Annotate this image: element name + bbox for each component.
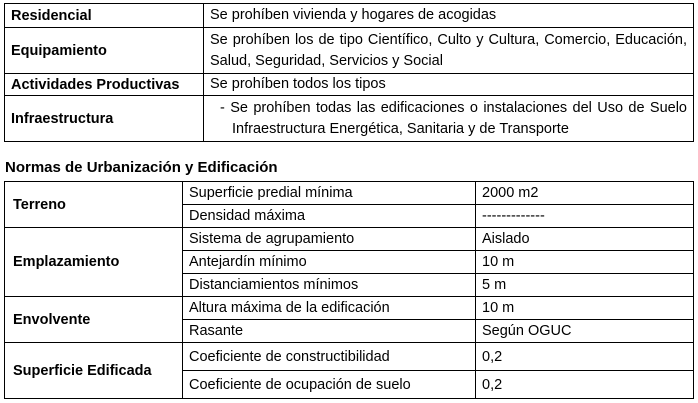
use-description: Se prohíben vivienda y hogares de acogidas: [204, 4, 694, 28]
group-label: Superficie Edificada: [5, 343, 183, 399]
use-description-cell: [204, 96, 694, 142]
norm-value: 2000 m2: [476, 182, 694, 205]
use-description: Se prohíben los de tipo Científico, Culto y Cultura, Comercio, Educación, Salud, Seguridad, Servicios y Social: [204, 28, 694, 74]
norm-label: Rasante: [183, 320, 476, 343]
use-category: Equipamiento: [5, 28, 204, 74]
section-title: Normas de Urbanización y Edificación: [5, 159, 278, 176]
bullet-item: [218, 98, 687, 140]
table-row: [5, 28, 694, 74]
use-category: Residencial: [5, 4, 204, 28]
table-row: [5, 343, 694, 371]
use-category: Infraestructura: [5, 96, 204, 142]
group-label: Emplazamiento: [5, 228, 183, 297]
norm-value: Aislado: [476, 228, 694, 251]
norm-label: Distanciamientos mínimos: [183, 274, 476, 297]
norm-label: Superficie predial mínima: [183, 182, 476, 205]
group-label: Terreno: [5, 182, 183, 228]
norm-label: Altura máxima de la edificación: [183, 297, 476, 320]
group-label: Envolvente: [5, 297, 183, 343]
use-description: Se prohíben todas las edificaciones o instalaciones del Uso de Suelo Infraestructura Energética, Sanitaria y de Transporte: [230, 99, 687, 137]
norms-table: [4, 181, 694, 399]
norm-value: -------------: [476, 205, 694, 228]
table-row: [5, 74, 694, 96]
norm-value: 0,2: [476, 343, 694, 371]
table-row: [5, 297, 694, 320]
use-description: Se prohíben todos los tipos: [204, 74, 694, 96]
norm-value: 0,2: [476, 371, 694, 399]
norm-value: 10 m: [476, 297, 694, 320]
table-row: [5, 228, 694, 251]
norm-value: 10 m: [476, 251, 694, 274]
norm-label: Densidad máxima: [183, 205, 476, 228]
table-row: [5, 182, 694, 205]
norm-value: 5 m: [476, 274, 694, 297]
norm-label: Coeficiente de ocupación de suelo: [183, 371, 476, 399]
table-row: [5, 4, 694, 28]
norm-value: Según OGUC: [476, 320, 694, 343]
table-row: [5, 96, 694, 142]
norm-label: Sistema de agrupamiento: [183, 228, 476, 251]
norm-label: Antejardín mínimo: [183, 251, 476, 274]
land-use-table: [4, 3, 694, 142]
use-category: Actividades Productivas: [5, 74, 204, 96]
bullet-dash: -: [220, 99, 225, 116]
norm-label: Coeficiente de constructibilidad: [183, 343, 476, 371]
